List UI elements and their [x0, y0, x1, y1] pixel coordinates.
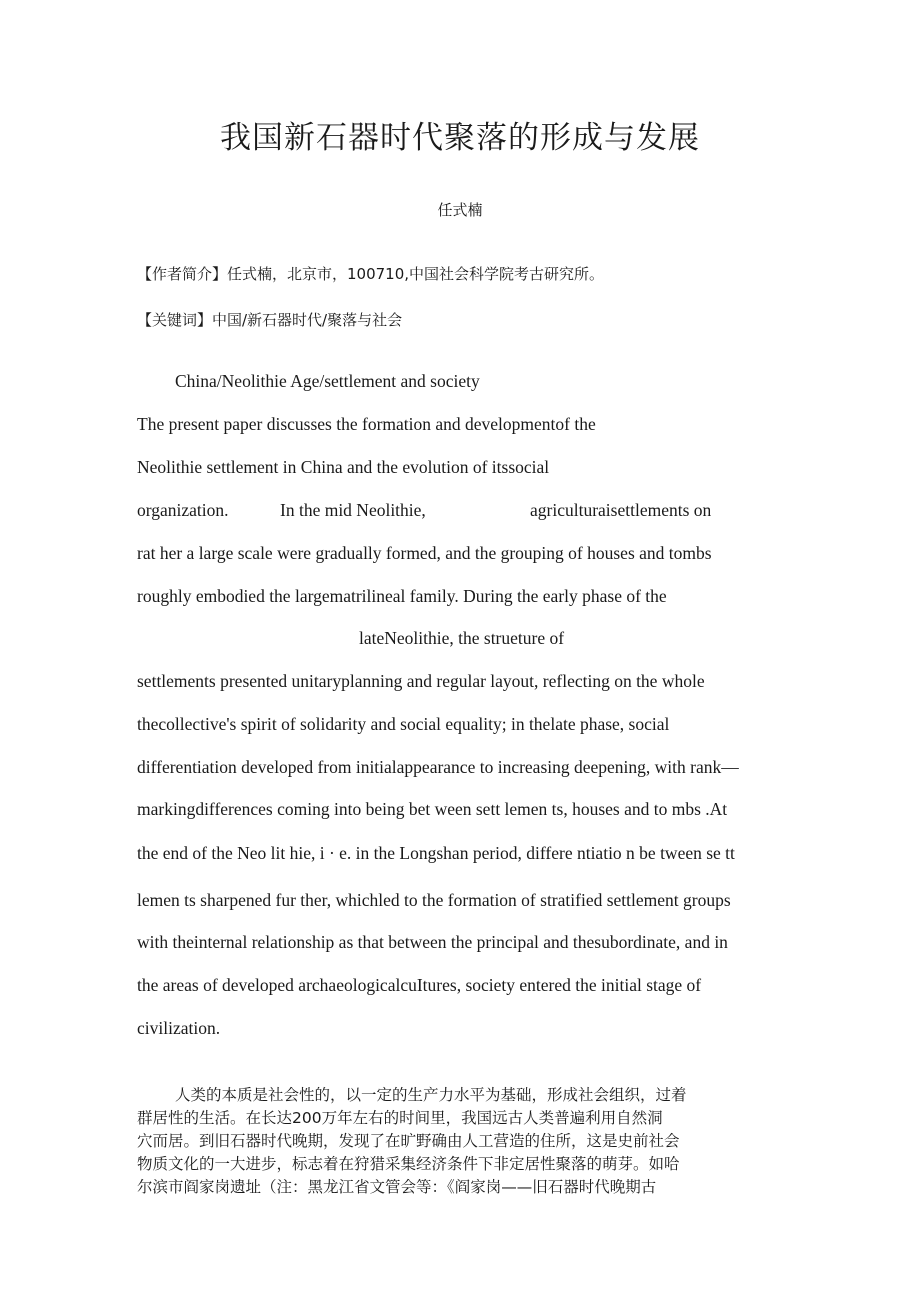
abstract-line: The present paper discusses the formation and developmentof the — [137, 414, 596, 434]
abstract-line: civilization. — [137, 1018, 221, 1038]
abstract-line: thecollective's spirit of solidarity and social equality; in thelate phase, social — [137, 714, 670, 734]
abstract-line: organization. — [137, 500, 229, 520]
abstract-line: agriculturaisettlements on — [530, 500, 712, 520]
abstract-line: rat her a large scale were gradually formed, and the grouping of houses and tombs — [137, 543, 712, 563]
abstract-line: lateNeolithie, the strueture of — [359, 628, 565, 648]
abstract-line: with theinternal relationship as that between the principal and thesubordinate, and in — [137, 932, 728, 952]
abstract-line: lemen ts sharpened fur ther, whichled to the formation of stratified settlement groups — [137, 890, 731, 910]
abstract-line: differentiation developed from initialappearance to increasing deepening, with rank— — [137, 757, 739, 777]
abstract-line: roughly embodied the largematrilineal family. During the early phase of the — [137, 586, 667, 606]
abstract-line: settlements presented unitaryplanning and regular layout, reflecting on the whole — [137, 671, 705, 691]
abstract-line: In the mid Neolithie, — [280, 500, 426, 520]
body-line: 物质文化的一大进步，标志着在狩猎采集经济条件下非定居性聚落的萌芽。如哈 — [137, 1155, 680, 1173]
abstract-line: the end of the Neo lit hie, i · e. in the Longshan period, differe ntiatio n be tween se tt — [137, 843, 735, 863]
body-line: 群居性的生活。在长达200万年左右的时间里，我国远古人类普遍利用自然洞 — [137, 1109, 663, 1127]
abstract-line: the areas of developed archaeologicalcuItures, society entered the initial stage of — [137, 975, 702, 995]
keywords: 【关键词】中国/新石器时代/聚落与社会 — [137, 311, 403, 329]
author-intro: 【作者简介】任式楠，北京市，100710,中国社会科学院考古研究所。 — [137, 265, 605, 283]
abstract-line: Neolithie settlement in China and the evolution of itssocial — [137, 457, 550, 477]
body-line: 穴而居。到旧石器时代晚期，发现了在旷野确由人工营造的住所，这是史前社会 — [137, 1132, 680, 1150]
document-title: 我国新石器时代聚落的形成与发展 — [220, 120, 700, 156]
author-name: 任式楠 — [437, 201, 483, 219]
abstract-line: markingdifferences coming into being bet ween sett lemen ts, houses and to mbs .At — [137, 799, 728, 819]
english-keywords: China/Neolithie Age/settlement and society — [175, 371, 480, 391]
body-line: 人类的本质是社会性的，以一定的生产力水平为基础，形成社会组织，过着 — [175, 1086, 687, 1104]
body-line: 尔滨市阎家岗遗址（注：黑龙江省文管会等：《阎家岗——旧石器时代晚期古 — [137, 1178, 657, 1196]
